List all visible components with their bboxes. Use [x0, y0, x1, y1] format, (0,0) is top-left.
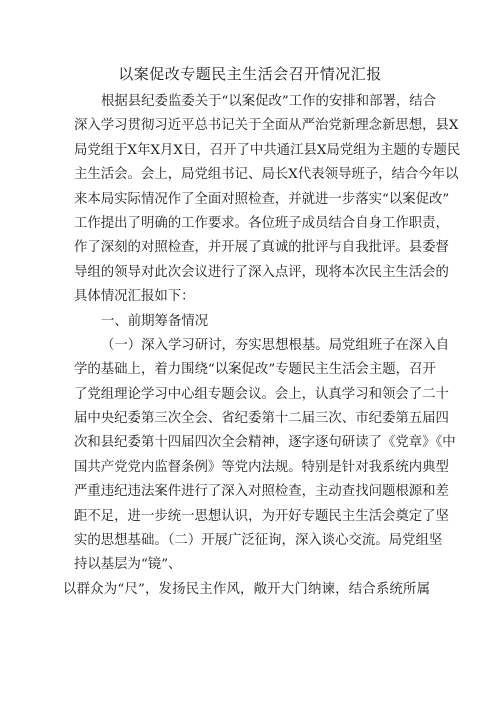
paragraph-line: （一）深入学习研讨，夯实思想根基。局党组班子在深入自	[101, 337, 450, 353]
document-body	[63, 90, 461, 602]
paragraph-line: 了党组理论学习中心组专题会议。会上，认真学习和领会了二十	[74, 386, 449, 402]
paragraph-line: 国共产党党内监督条例》等党内法规。特别是针对我系统内典型	[74, 459, 449, 475]
paragraph-line: 届中央纪委第三次全会、省纪委第十二届三次、市纪委第五届四	[74, 411, 449, 427]
section-heading: 一、前期筹备情况	[101, 313, 209, 329]
paragraph-line: 严重违纪违法案件进行了深入对照检查，主动查找问题根源和差	[74, 484, 449, 500]
paragraph-line: 局党组于X年X月X日，召开了中共通江县X局党组为主题的专题民	[74, 142, 461, 158]
paragraph-line: 根据县纪委监委关于“以案促改”工作的安排和部署，结合	[101, 94, 437, 109]
paragraph-line: 导组的领导对此次会议进行了深入点评，现将本次民主生活会的	[74, 264, 449, 280]
paragraph-line: 具体情况汇报如下：	[74, 289, 195, 305]
paragraph-line: 深入学习贯彻习近平总书记关于全面从严治党新理念新思想，县X	[74, 118, 459, 134]
paragraph-line: 学的基础上，着力围绕“以案促改”专题民主生活会主题，召开	[74, 362, 436, 378]
paragraph-line: 距不足，进一步统一思想认识，为开好专题民主生活会奠定了坚	[74, 508, 449, 524]
paragraph-line: 以群众为“尺”，发扬民主作风，敞开大门纳谏，结合系统所属	[63, 581, 430, 597]
paragraph-line: 持以基层为“镜”、	[74, 557, 182, 573]
document-title: 以案促改专题民主生活会召开情况汇报	[118, 65, 382, 83]
paragraph-line: 来本局实际情况作了全面对照检查，并就进一步落实“以案促改”	[74, 191, 450, 207]
paragraph-line: 次和县纪委第十四届四次全会精神，逐字逐句研读了《党章》《中	[74, 435, 456, 451]
paragraph-line: 实的思想基础。（二）开展广泛征询，深入谈心交流。局党组坚	[74, 533, 443, 549]
paragraph-line: 作了深刻的对照检查，并开展了真诚的批评与自我批评。县委督	[74, 240, 449, 256]
paragraph-line: 主生活会。会上，局党组书记、局长X代表领导班子，结合今年以	[74, 167, 459, 183]
paragraph-line: 工作提出了明确的工作要求。各位班子成员结合自身工作职责，	[74, 215, 449, 231]
